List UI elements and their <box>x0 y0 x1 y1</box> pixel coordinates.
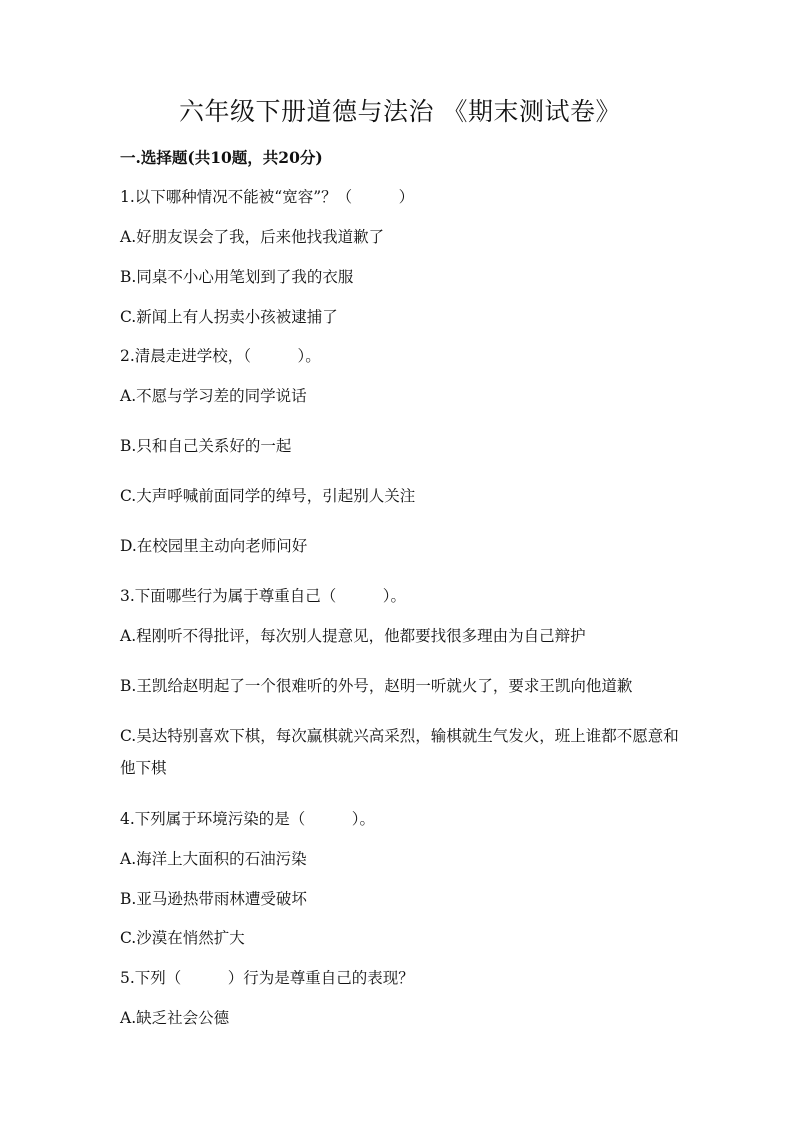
question-4-option-a: A.海洋上大面积的石油污染 <box>120 850 307 868</box>
question-1-option-b: B.同桌不小心用笔划到了我的衣服 <box>120 268 354 286</box>
question-2-option-b: B.只和自己关系好的一起 <box>120 437 292 455</box>
question-4-option-b: B.亚马逊热带雨林遭受破坏 <box>120 890 307 908</box>
question-5-option-a: A.缺乏社会公德 <box>120 1009 230 1027</box>
question-3-option-a: A.程刚听不得批评，每次别人提意见，他都要找很多理由为自己辩护 <box>120 627 586 645</box>
question-3-option-c: C.吴达特别喜欢下棋，每次赢棋就兴高采烈，输棋就生气发火，班上谁都不愿意和他下棋 <box>120 727 679 777</box>
question-5-stem: 5.下列（ ）行为是尊重自己的表现？ <box>120 969 414 987</box>
question-2-option-a: A.不愿与学习差的同学说话 <box>120 387 307 405</box>
question-1-option-c: C.新闻上有人拐卖小孩被逮捕了 <box>120 308 338 326</box>
question-2-option-c: C.大声呼喊前面同学的绰号，引起别人关注 <box>120 487 416 505</box>
question-1-option-a: A.好朋友误会了我，后来他找我道歉了 <box>120 228 385 246</box>
question-3-stem: 3.下面哪些行为属于尊重自己（ ）。 <box>120 587 407 605</box>
question-4-stem: 4.下列属于环境污染的是（ ）。 <box>120 810 376 828</box>
question-3-option-b: B.王凯给赵明起了一个很难听的外号，赵明一听就火了，要求王凯向他道歉 <box>120 677 633 695</box>
question-1-stem: 1.以下哪种情况不能被“宽容”？（ ） <box>120 188 415 206</box>
section-heading: 一.选择题(共10题，共20分) <box>120 148 323 167</box>
question-2-option-d: D.在校园里主动向老师问好 <box>120 537 308 555</box>
question-2-stem: 2.清晨走进学校，（ ）。 <box>120 347 321 365</box>
exam-title: 六年级下册道德与法治 《期末测试卷》 <box>179 97 621 126</box>
question-4-option-c: C.沙漠在悄然扩大 <box>120 929 245 947</box>
